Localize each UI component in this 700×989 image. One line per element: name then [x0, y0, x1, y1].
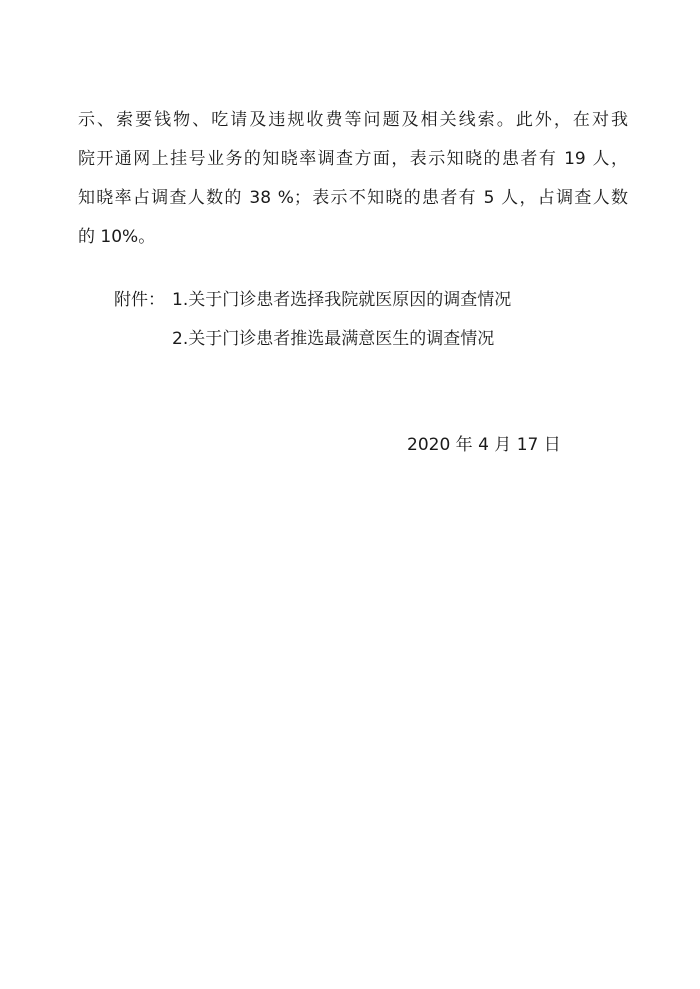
attachment-item-1: 1.关于门诊患者选择我院就医原因的调查情况 [172, 290, 512, 310]
paragraph-line-1: 示、索要钱物、吃请及违规收费等问题及相关线索。此外，在对我 [78, 110, 628, 130]
attachments-row [114, 281, 511, 359]
paragraph-line-3: 知晓率占调查人数的 38 %；表示不知晓的患者有 5 人，占调查人数 [78, 188, 628, 208]
body-paragraph [78, 101, 628, 257]
paragraph-line-4: 的 10%。 [78, 227, 156, 247]
attachments-list [172, 281, 511, 359]
document-date: 2020 年 4 月 17 日 [407, 435, 561, 455]
paragraph-line-2: 院开通网上挂号业务的知晓率调查方面，表示知晓的患者有 19 人， [78, 149, 628, 169]
attachment-item-2: 2.关于门诊患者推选最满意医生的调查情况 [172, 329, 495, 349]
attachments-label: 附件： [114, 290, 165, 310]
attachments-section [114, 281, 511, 359]
